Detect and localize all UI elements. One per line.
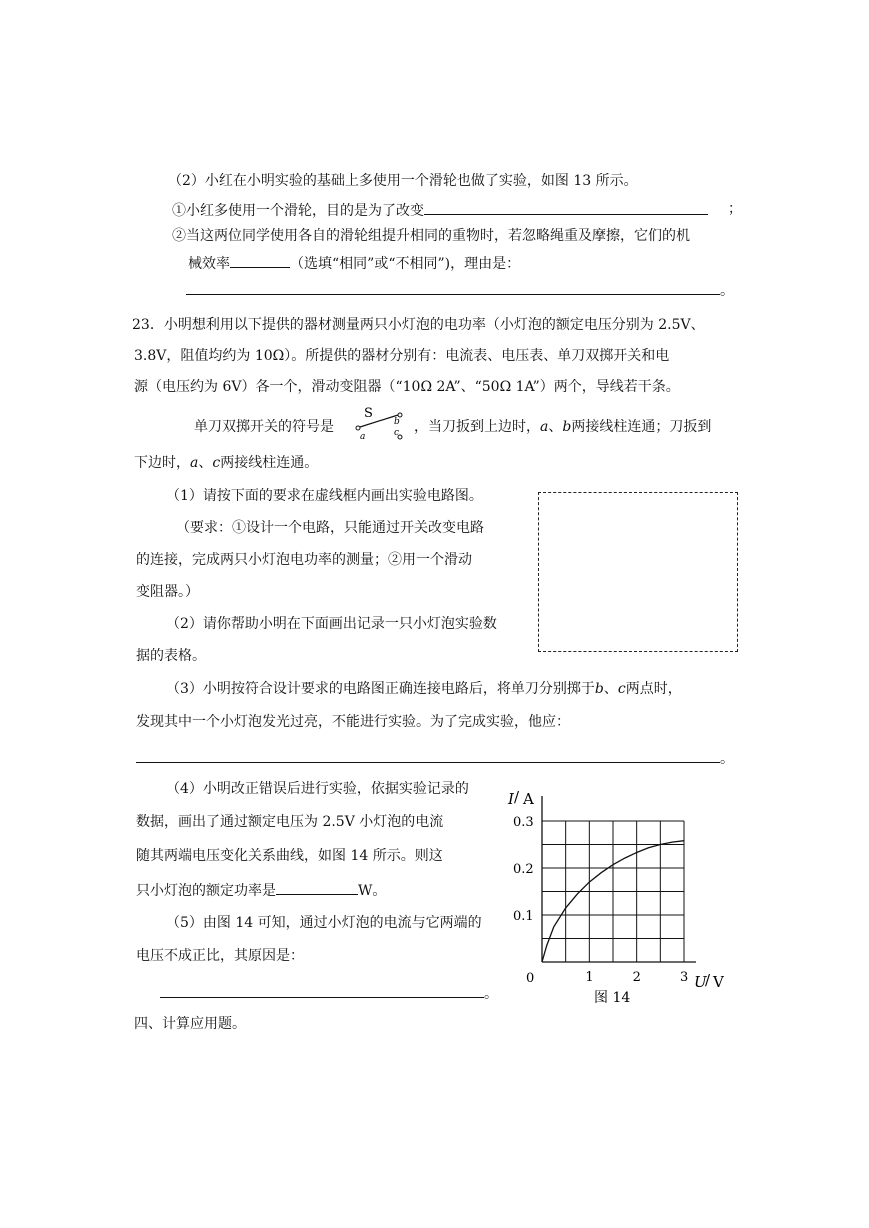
q22-efficiency-label: 械效率 xyxy=(188,256,230,272)
y-axis-slash: / xyxy=(514,788,520,806)
q23-intro-line1: 23．小明想利用以下提供的器材测量两只小灯泡的电功率（小灯泡的额定电压分别为 2.5V、 xyxy=(132,317,705,333)
q23-part5a: （5）由图 14 可知，通过小灯泡的电流与它两端的 xyxy=(166,915,482,931)
q23-part4b: 数据，画出了通过额定电压为 2.5V 小灯泡的电流 xyxy=(136,814,444,830)
q23-req1: （要求：①设计一个电路，只能通过开关改变电路 xyxy=(176,520,484,536)
iv-curve-chart xyxy=(500,782,740,1010)
sep-bc: 、 xyxy=(603,681,618,697)
terminal-b-2: b xyxy=(594,681,604,697)
switch-line2-pre: 下边时， xyxy=(134,455,190,471)
answer-blank-efficiency[interactable] xyxy=(230,252,290,268)
q22-period: 。 xyxy=(720,283,734,299)
q23-switch-desc-post xyxy=(414,417,711,437)
y-tick-label: 0.3 xyxy=(513,815,534,830)
chart-grid xyxy=(542,821,684,962)
switch-desc-end: 两接线柱连通；刀扳到 xyxy=(571,419,712,435)
sep-ab: 、 xyxy=(548,419,563,435)
x-tick-label: 1 xyxy=(585,970,594,985)
power-unit: W。 xyxy=(358,883,387,899)
q23-period-1: 。 xyxy=(720,751,734,767)
x-axis-variable: U xyxy=(694,973,707,991)
x-axis-slash: / xyxy=(705,971,711,989)
x-tick-label: 2 xyxy=(632,970,641,985)
switch-line2-post: 两接线柱连通。 xyxy=(220,455,319,471)
q23-intro-line3: 源（电压约为 6V）各一个，滑动变阻器（“10Ω 2A”、“50Ω 1A”）两个，导线若干条。 xyxy=(134,379,680,395)
section-4-heading: 四、计算应用题。 xyxy=(134,1016,246,1032)
q22-semicolon: ； xyxy=(728,201,742,217)
terminal-a: a xyxy=(540,419,549,435)
y-tick-label: 0.2 xyxy=(513,862,534,877)
x-tick-label: 3 xyxy=(680,970,689,985)
sep-ac: 、 xyxy=(198,455,213,471)
q23-part4c: 随其两端电压变化关系曲线，如图 14 所示。则这 xyxy=(136,848,443,864)
switch-pivot xyxy=(356,426,360,430)
y-axis-unit: A xyxy=(523,790,534,808)
x-axis-unit: V xyxy=(713,973,724,991)
q22-part2-2b xyxy=(188,252,520,274)
terminal-c-2: c xyxy=(617,681,626,697)
origin-label: 0 xyxy=(526,971,535,986)
q23-part2b: 据的表格。 xyxy=(136,648,206,664)
power-label: 只小灯泡的额定功率是 xyxy=(136,883,276,899)
q23-switch-line2 xyxy=(134,453,318,473)
answer-blank-purpose[interactable] xyxy=(424,199,708,215)
switch-label-a: a xyxy=(360,432,366,441)
switch-desc-pre: 单刀双掷开关的符号是 xyxy=(194,419,334,435)
q22-part2-1-text: ①小红多使用一个滑轮，目的是为了改变 xyxy=(172,203,424,219)
switch-label-c: c xyxy=(394,428,400,438)
chart-tick-labels xyxy=(513,815,688,985)
answer-line-reason[interactable] xyxy=(186,294,720,295)
y-axis-variable: I xyxy=(508,790,514,808)
answer-line-reason-2[interactable] xyxy=(160,997,484,998)
terminal-b: b xyxy=(562,419,572,435)
circuit-drawing-box[interactable] xyxy=(538,492,738,652)
q23-part2a: （2）请你帮助小明在下面画出记录一只小灯泡实验数 xyxy=(166,616,497,632)
terminal-c: c xyxy=(212,455,221,471)
terminal-a-2: a xyxy=(190,455,199,471)
q23-part4d xyxy=(136,879,386,901)
q23-period-2: 。 xyxy=(484,986,498,1002)
q23-req2: 的连接，完成两只小灯泡电功率的测量；②用一个滑动 xyxy=(136,552,472,568)
q23-switch-desc xyxy=(194,417,334,437)
switch-label-b: b xyxy=(394,417,400,427)
spdt-switch-icon xyxy=(352,405,410,441)
figure-caption: 图 14 xyxy=(594,990,631,1006)
q22-part2-1 xyxy=(172,199,708,221)
q22-part2-2b-post: （选填“相同”或“不相同”)，理由是： xyxy=(290,256,521,272)
answer-blank-power[interactable] xyxy=(276,879,358,895)
q23-part4a: （4）小明改正错误后进行实验，依据实验记录的 xyxy=(166,781,469,797)
q23-part5b: 电压不成正比，其原因是： xyxy=(136,948,304,964)
q23-req3: 变阻器。） xyxy=(136,584,199,600)
q23-part1: （1）请按下面的要求在虚线框内画出实验电路图。 xyxy=(166,488,483,504)
switch-symbol-s: S xyxy=(364,406,373,421)
q23-part3b: 发现其中一个小灯泡发光过亮，不能进行实验。为了完成实验，他应： xyxy=(136,714,570,730)
q22-part2-2a: ②当这两位同学使用各自的滑轮组提升相同的重物时，若忽略绳重及摩擦，它们的机 xyxy=(172,228,690,244)
part3-text-end: 两点时， xyxy=(625,681,682,697)
switch-desc-mid: ，当刀扳到上边时， xyxy=(414,419,540,435)
q22-part2: （2）小红在小明实验的基础上多使用一个滑轮也做了实验，如图 13 所示。 xyxy=(168,173,638,189)
q23-intro-line2: 3.8V，阻值均约为 10Ω）。所提供的器材分别有：电流表、电压表、单刀双掷开关和电 xyxy=(134,348,670,364)
q23-part3a xyxy=(166,679,682,699)
y-tick-label: 0.1 xyxy=(513,909,534,924)
answer-line-action[interactable] xyxy=(136,762,720,763)
part3-text: （3）小明按符合设计要求的电路图正确连接电路后，将单刀分别掷于 xyxy=(166,681,595,697)
